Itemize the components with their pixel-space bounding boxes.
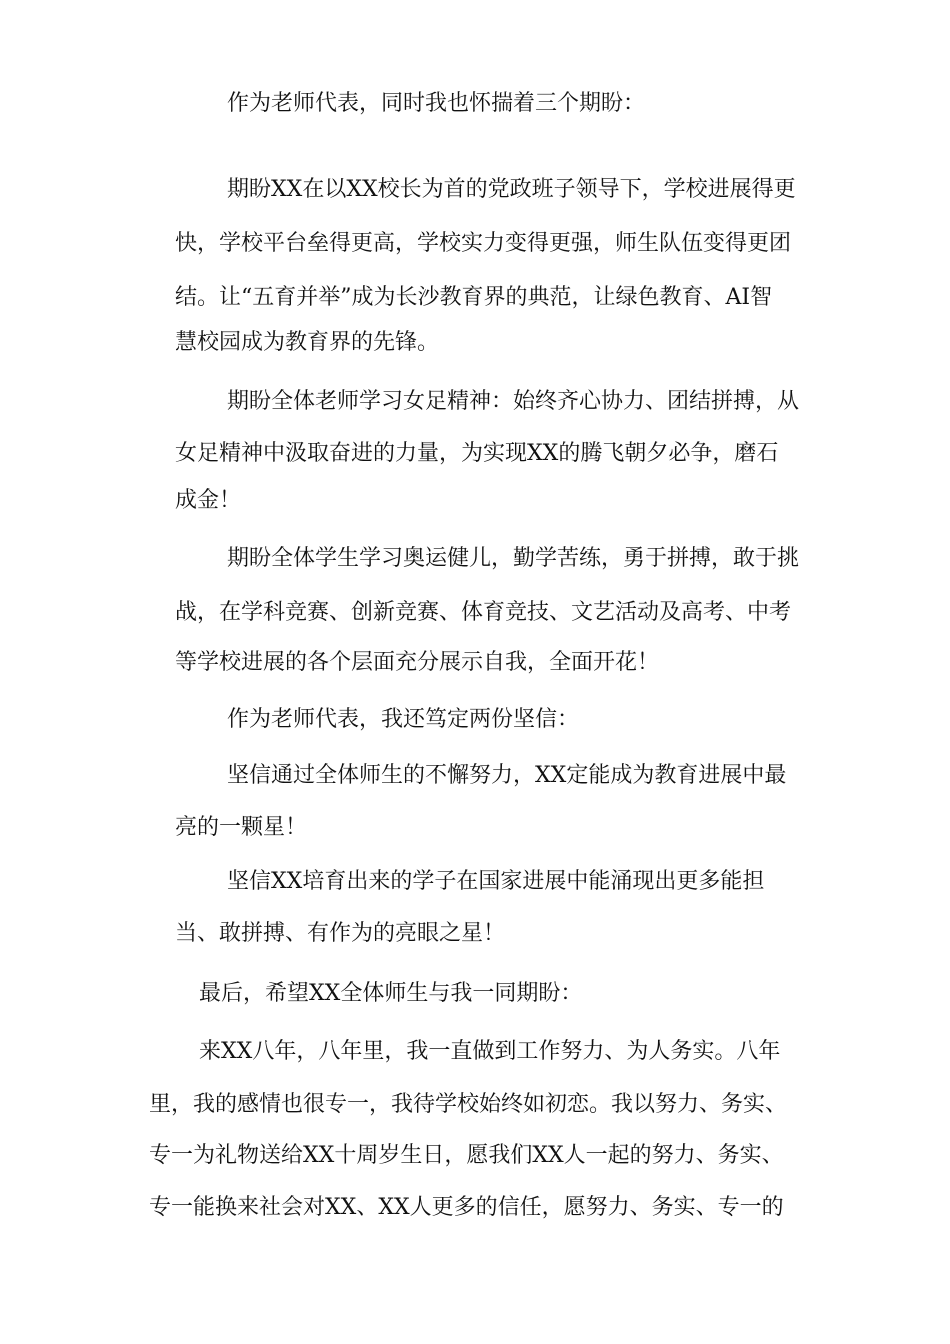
text-line: 专一为礼物送给XX十周岁生日，愿我们XX人一起的努力、务实、 [149, 1143, 784, 1168]
text-line: 女足精神中汲取奋进的力量，为实现XX的腾飞朝夕必争，磨石 [175, 441, 779, 466]
text-line: 坚信XX培育出来的学子在国家进展中能涌现出更多能担 [227, 869, 765, 894]
text-line: 里，我的感情也很专一，我待学校始终如初恋。我以努力、务实、 [149, 1092, 788, 1117]
text-line: 专一能换来社会对XX、XX人更多的信任，愿努力、务实、专一的 [149, 1195, 784, 1220]
text-line: 结。让“五育并举”成为长沙教育界的典范，让绿色教育、AI智 [175, 285, 773, 310]
text-line: 作为老师代表，我还笃定两份坚信： [227, 707, 580, 732]
text-line: 当、敢拼搏、有作为的亮眼之星！ [175, 921, 506, 946]
text-line: 期盼全体老师学习女足精神：始终齐心协力、团结拼搏，从 [227, 389, 800, 414]
text-line: 慧校园成为教育界的先锋。 [175, 330, 440, 355]
text-line: 亮的一颗星！ [175, 815, 308, 840]
text-line: 战，在学科竞赛、创新竞赛、体育竞技、文艺活动及高考、中考 [175, 600, 792, 625]
text-line: 最后，希望XX全体师生与我一同期盼： [199, 981, 583, 1006]
text-line: 坚信通过全体师生的不懈努力，XX定能成为教育进展中最 [227, 763, 787, 788]
text-line: 期盼XX在以XX校长为首的党政班子领导下，学校进展得更 [227, 177, 796, 202]
text-line: 等学校进展的各个层面充分展示自我，全面开花！ [175, 650, 660, 675]
text-line: 快，学校平台垒得更高，学校实力变得更强，师生队伍变得更团 [175, 231, 792, 256]
text-line: 来XX八年，八年里，我一直做到工作努力、为人务实。八年 [199, 1039, 781, 1064]
text-line: 成金！ [175, 488, 242, 513]
text-line: 期盼全体学生学习奥运健儿，勤学苦练，勇于拼搏，敢于挑 [227, 546, 800, 571]
text-line: 作为老师代表，同时我也怀揣着三个期盼： [227, 91, 646, 116]
